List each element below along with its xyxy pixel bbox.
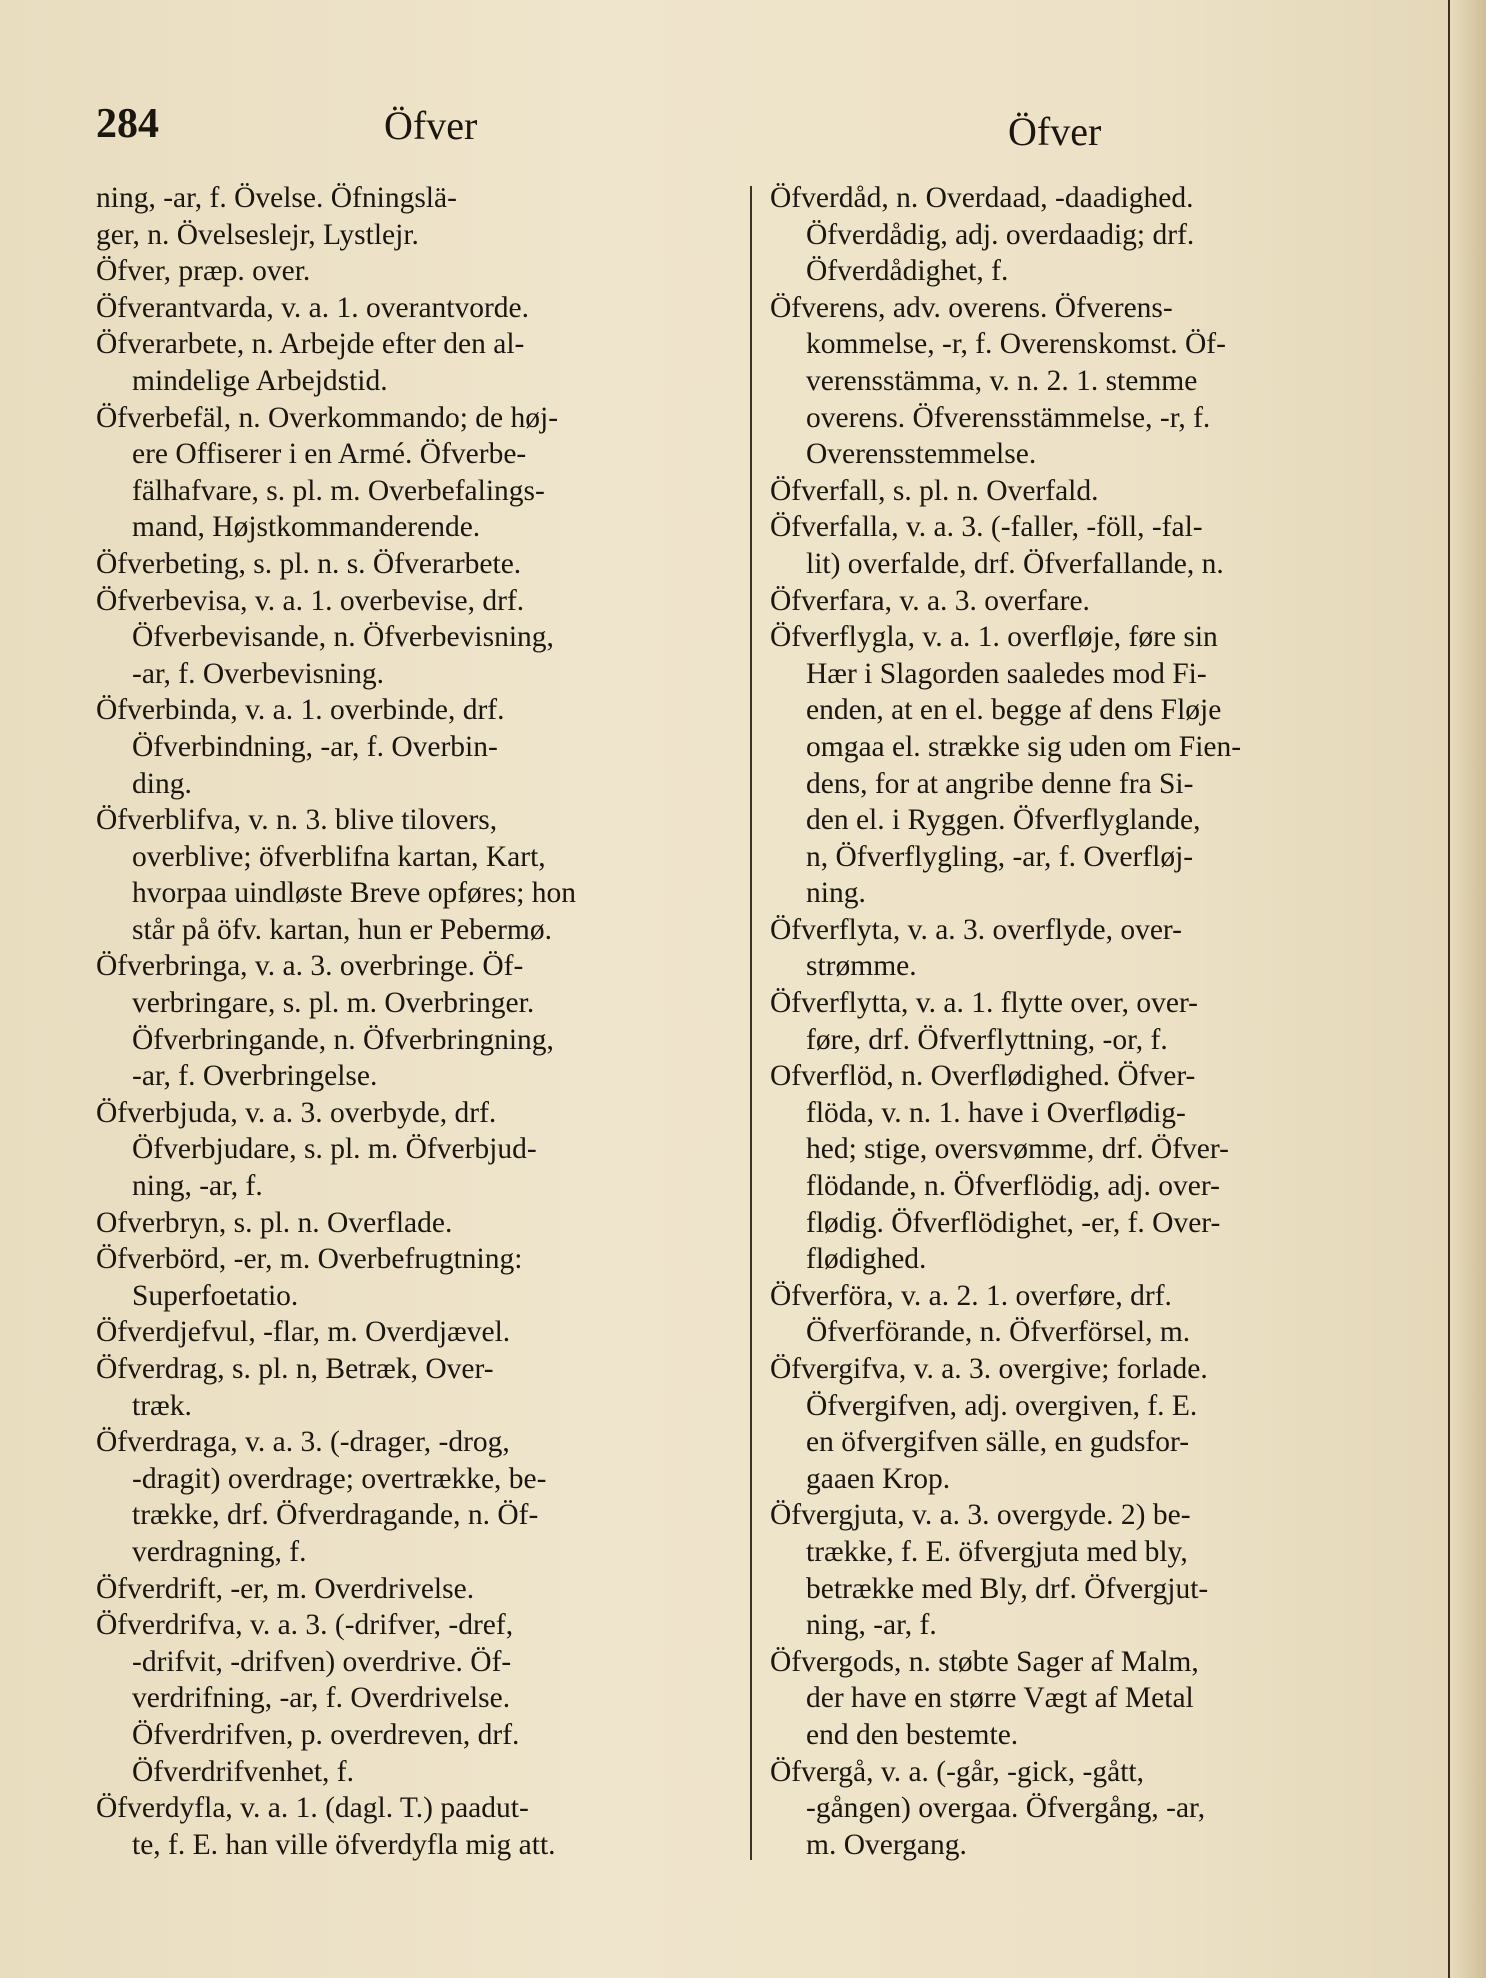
dictionary-line: Öfverdådig, adj. overdaadig; drf. [806,218,1195,251]
page-number: 284 [96,101,159,147]
dictionary-line: verdragning, f. [132,1535,307,1568]
dictionary-line: -drifvit, -drifven) overdrive. Öf- [132,1645,512,1678]
dictionary-line: trække, f. E. öfvergjuta med bly, [806,1535,1188,1568]
dictionary-line: Öfvergifven, adj. overgiven, f. E. [806,1389,1198,1422]
dictionary-line: Ofverbryn, s. pl. n. Overflade. [96,1206,453,1239]
dictionary-line: verdrifning, -ar, f. Overdrivelse. [132,1682,511,1715]
dictionary-line: Hær i Slagorden saaledes mod Fi- [806,657,1207,690]
dictionary-line: Öfverbringande, n. Öfverbringning, [132,1023,554,1056]
dictionary-line: Öfverarbete, n. Arbejde efter den al- [96,328,525,361]
dictionary-line: træk. [132,1389,192,1422]
dictionary-line: -ar, f. Overbevisning. [132,657,384,690]
dictionary-line: betrække med Bly, drf. Öfvergjut- [806,1572,1209,1605]
dictionary-line: mand, Højstkommanderende. [132,511,481,544]
dictionary-line: dens, for at angribe denne fra Si- [806,767,1194,800]
dictionary-line: Overensstemmelse. [806,438,1037,471]
dictionary-line: Öfverdrifvenhet, f. [132,1755,354,1788]
column-divider [750,186,752,1860]
dictionary-line: omgaa el. strække sig uden om Fien- [806,730,1242,763]
dictionary-line: ning, -ar, f. Övelse. Öfningslä- [96,182,457,214]
dictionary-line: Öfvergods, n. støbte Sager af Malm, [770,1645,1199,1678]
dictionary-line: flödande, n. Öfverflödig, adj. over- [806,1170,1220,1203]
dictionary-line: -dragit) overdrage; overtrække, be- [132,1462,547,1495]
dictionary-line: Öfverdrag, s. pl. n, Betræk, Over- [96,1353,494,1385]
dictionary-line: Öfverdrifven, p. overdreven, drf. [132,1718,520,1751]
dictionary-line: hed; stige, oversvømme, drf. Öfver- [806,1133,1229,1166]
dictionary-line: Öfverbörd, -er, m. Overbefrugtning: [96,1243,523,1276]
dictionary-line: -gången) overgaa. Öfvergång, -ar, [806,1792,1206,1825]
dictionary-line: ding. [132,767,192,800]
dictionary-line: strømme. [806,950,917,983]
dictionary-line: Öfverflyta, v. a. 3. overflyde, over- [770,913,1182,946]
right-headword: Öfver [1008,109,1102,154]
dictionary-line: overblive; öfverblifna kartan, Kart, [132,840,546,873]
dictionary-line: flöda, v. n. 1. have i Overflødig- [806,1096,1186,1129]
dictionary-line: Öfverbjuda, v. a. 3. overbyde, drf. [96,1096,497,1129]
page-edge [1448,0,1486,1978]
dictionary-line: fälhafvare, s. pl. m. Overbefalings- [132,474,545,507]
dictionary-line: te, f. E. han ville öfverdyfla mig att. [132,1828,556,1861]
dictionary-line: Öfverblifva, v. n. 3. blive tilovers, [96,804,498,837]
dictionary-line: Öfverflytta, v. a. 1. flytte over, over- [770,987,1198,1020]
dictionary-line: Öfverbefäl, n. Overkommando; de høj- [96,401,559,434]
dictionary-line: Öfverdåd, n. Overdaad, -daadighed. [770,182,1194,214]
dictionary-line: står på öfv. kartan, hun er Pebermø. [132,913,552,946]
dictionary-line: mindelige Arbejdstid. [132,364,388,397]
dictionary-line: Öfverfall, s. pl. n. Overfald. [770,474,1099,507]
dictionary-line: flødig. Öfverflödighet, -er, f. Over- [806,1206,1221,1239]
dictionary-line: Öfvergifva, v. a. 3. overgive; forlade. [770,1353,1208,1385]
dictionary-line: end den bestemte. [806,1718,1019,1751]
dictionary-line: den el. i Ryggen. Öfverflyglande, [806,804,1201,837]
dictionary-line: ere Offiserer i en Armé. Öfverbe- [132,438,527,471]
dictionary-line: flødighed. [806,1243,927,1276]
dictionary-line: Öfverfara, v. a. 3. overfare. [770,584,1090,617]
dictionary-line: Öfverdyfla, v. a. 1. (dagl. T.) paadut- [96,1792,529,1825]
dictionary-line: Öfverbjudare, s. pl. m. Öfverbjud- [132,1133,537,1166]
dictionary-line: Öfverens, adv. overens. Öfverens- [770,291,1173,324]
left-column [96,180,724,1863]
dictionary-line: Öfverdjefvul, -flar, m. Overdjævel. [96,1316,511,1349]
dictionary-line: Öfverfalla, v. a. 3. (-faller, -föll, -fal- [770,511,1203,544]
dictionary-line: overens. Öfverensstämmelse, -r, f. [806,401,1211,434]
running-header [96,100,1396,160]
dictionary-line: Öfvergjuta, v. a. 3. overgyde. 2) be- [770,1499,1191,1532]
dictionary-line: Öfverdrift, -er, m. Overdrivelse. [96,1572,475,1605]
dictionary-line: Öfver, præp. over. [96,255,311,288]
dictionary-line: lit) overfalde, drf. Öfverfallande, n. [806,547,1224,580]
left-headword: Öfver [384,103,478,148]
dictionary-line: ning, -ar, f. [806,1609,937,1642]
dictionary-line: trække, drf. Öfverdragande, n. Öf- [132,1499,539,1532]
dictionary-line: Öfvergå, v. a. (-går, -gick, -gått, [770,1755,1144,1788]
dictionary-line: Öfverdraga, v. a. 3. (-drager, -drog, [96,1426,510,1459]
right-column [770,180,1398,1863]
dictionary-line: Öfverantvarda, v. a. 1. overantvorde. [96,291,530,324]
dictionary-line: ning. [806,877,866,910]
dictionary-line: verbringare, s. pl. m. Overbringer. [132,987,535,1020]
dictionary-line: verensstämma, v. n. 2. 1. stemme [806,364,1198,397]
dictionary-line: Öfverdådighet, f. [806,255,1009,288]
dictionary-line: ger, n. Övelseslejr, Lystlejr. [96,218,419,251]
dictionary-line: ning, -ar, f. [132,1170,263,1203]
dictionary-line: enden, at en el. begge af dens Fløje [806,694,1222,727]
dictionary-line: Öfverbringa, v. a. 3. overbringe. Öf- [96,950,524,983]
dictionary-line: n, Öfverflygling, -ar, f. Overfløj- [806,840,1194,873]
dictionary-line: -ar, f. Overbringelse. [132,1060,378,1093]
dictionary-line: der have en større Vægt af Metal [806,1682,1194,1715]
dictionary-line: Öfverbinda, v. a. 1. overbinde, drf. [96,694,505,727]
dictionary-line: Öfverbindning, -ar, f. Overbin- [132,730,498,763]
dictionary-line: Öfverbevisa, v. a. 1. overbevise, drf. [96,584,525,617]
dictionary-line: Öfverbeting, s. pl. n. s. Öfverarbete. [96,547,522,580]
dictionary-line: Öfverdrifva, v. a. 3. (-drifver, -dref, [96,1609,514,1642]
dictionary-line: Ofverflöd, n. Overflødighed. Öfver- [770,1060,1196,1093]
dictionary-line: Öfverflygla, v. a. 1. overfløje, føre sin [770,621,1218,654]
dictionary-line: hvorpaa uindløste Breve opføres; hon [132,877,577,910]
dictionary-line: Öfverföra, v. a. 2. 1. overføre, drf. [770,1279,1172,1312]
dictionary-line: gaaen Krop. [806,1462,951,1495]
dictionary-line: kommelse, -r, f. Overenskomst. Öf- [806,328,1226,361]
dictionary-line: Superfoetatio. [132,1279,299,1312]
dictionary-line: Öfverförande, n. Öfverförsel, m. [806,1316,1191,1349]
dictionary-line: en öfvergifven sälle, en gudsfor- [806,1426,1190,1459]
dictionary-line: føre, drf. Öfverflyttning, -or, f. [806,1023,1168,1056]
dictionary-line: Öfverbevisande, n. Öfverbevisning, [132,621,554,654]
dictionary-line: m. Overgang. [806,1828,967,1861]
